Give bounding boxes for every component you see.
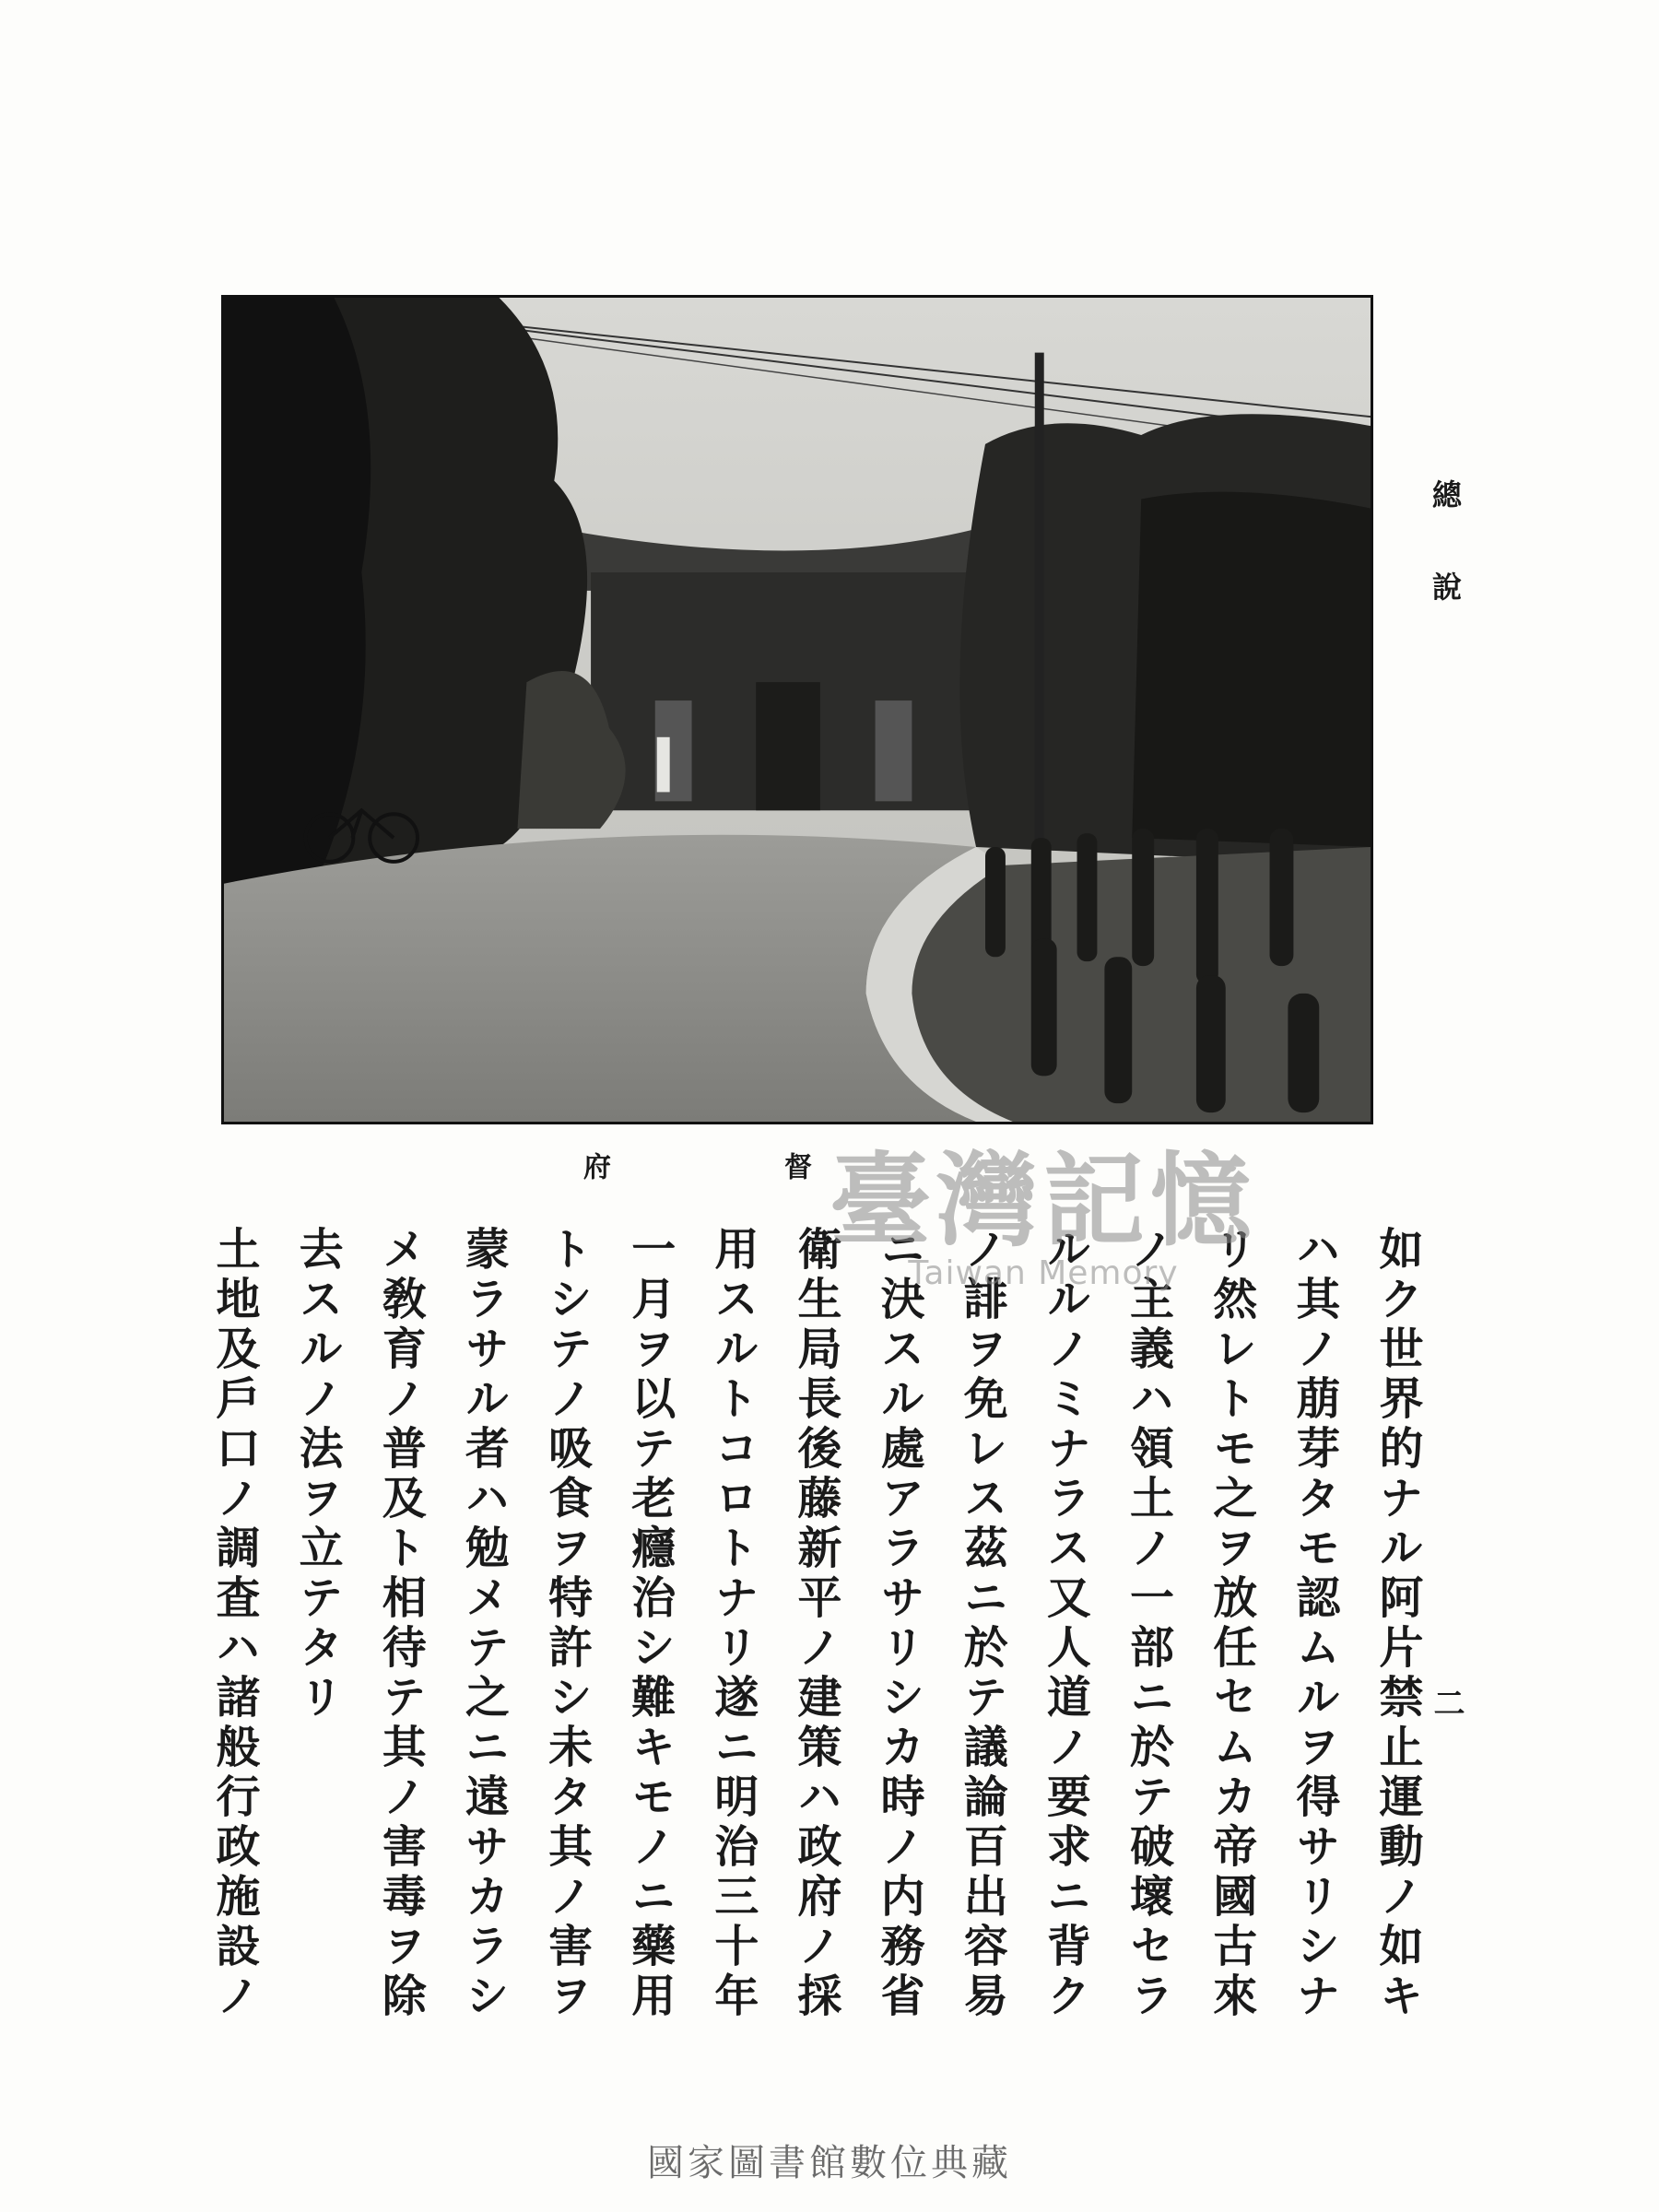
- photo-image: [224, 298, 1371, 1122]
- text-column: 衛生局長後藤新平ノ建策ハ政府ノ採: [789, 1226, 841, 2022]
- text-column: 蒙ラサル者ハ勉メテ之ニ遠サカラシ: [457, 1226, 510, 2022]
- photo-caption-part1: 督: [779, 1152, 811, 1180]
- watermark-english: Taiwan Memory: [908, 1254, 1179, 1292]
- text-column: ニ決スル處アラサリシカ時ノ内務省: [873, 1226, 925, 2022]
- text-column: リ然レトモ之ヲ放任セムカ帝國古來: [1205, 1226, 1257, 2022]
- text-column: 去スルノ法ヲ立テタリ: [291, 1226, 344, 1724]
- page-number: 二: [1428, 1687, 1465, 1718]
- watermark: [830, 1120, 1257, 1292]
- photograph-government-building: [221, 295, 1373, 1124]
- text-column: トシテノ吸食ヲ特許シ未タ其ノ害ヲ: [540, 1226, 593, 2022]
- watermark-chinese: 臺灣記憶: [830, 1141, 1257, 1260]
- footer-archive-label: 國家圖書館數位典藏: [647, 2142, 1012, 2184]
- text-column: ノ主義ハ領土ノ一部ニ於テ破壞セラ: [1122, 1226, 1174, 2022]
- text-column: ルルノミナラス又人道ノ要求ニ背ク: [1039, 1226, 1091, 2022]
- running-header: 總說: [1428, 479, 1463, 664]
- text-column: ノ誹ヲ免レス茲ニ於テ議論百出容易: [956, 1226, 1008, 2022]
- text-column: 土地及戶口ノ調査ハ諸般行政施設ノ: [208, 1226, 260, 2022]
- text-column: ハ其ノ萠芽タモ認ムルヲ得サリシナ: [1288, 1226, 1340, 2022]
- text-column: メ敎育ノ普及ト相待テ其ノ害毒ヲ除: [374, 1226, 427, 2022]
- text-column: 用スルトコロトナリ遂ニ明治三十年: [706, 1226, 759, 2022]
- body-text: [208, 1226, 1423, 2022]
- photo-caption-part2: 府: [578, 1152, 610, 1180]
- text-column: 一月ヲ以テ老癮治シ難キモノニ藥用: [623, 1226, 676, 2022]
- text-column: 如ク世界的ナル阿片禁止運動ノ如キ: [1371, 1226, 1423, 2022]
